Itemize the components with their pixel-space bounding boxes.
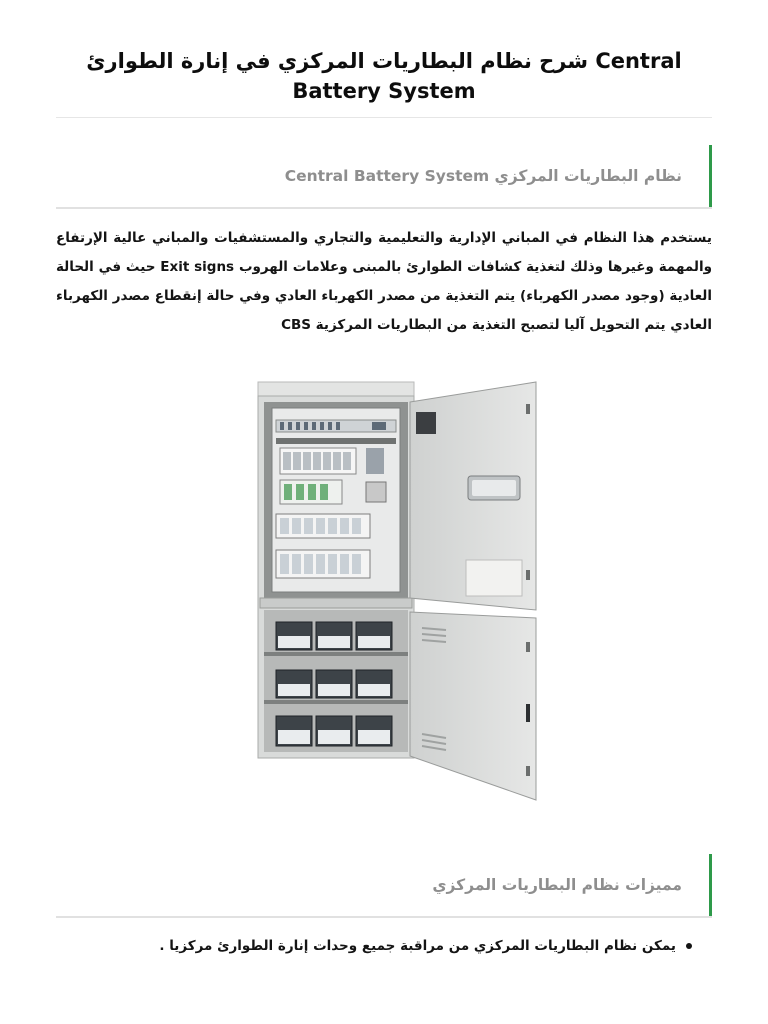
accent-bar: [709, 145, 712, 207]
title-divider: [56, 117, 712, 118]
section-heading-cbs: نظام البطاريات المركزي Central Battery System: [284, 167, 682, 185]
section-heading-box: [56, 145, 712, 209]
central-battery-cabinet-photo: [250, 374, 542, 806]
intro-paragraph: يستخدم هذا النظام في المباني الإدارية والتعليمية والتجاري والمستشفيات والمباني عالية الإرتفاع والمهمة وغيرها وذلك لتغذية كشافات الطوارئ بالمبنى وعلامات الهروب Exit signs حيث في الحالة العادية (وجود مصدر الكهرباء) يتم التغذية من مصدر الكهرباء العادي وفي حالة إنقطاع مصدر الكهرباء العادي يتم التحويل آليا لتصبح التغذية من البطاريات المركزية CBS: [56, 230, 713, 333]
section-heading-features: مميزات نظام البطاريات المركزي: [432, 876, 682, 894]
bullet-icon: [686, 943, 692, 949]
list-item: [56, 932, 712, 960]
page-title: شرح نظام البطاريات المركزي في إنارة الطوارئ Central Battery System: [86, 49, 682, 103]
list-item-text: يمكن نظام البطاريات المركزي من مراقبة جميع وحدات إنارة الطوارئ مركزيا .: [159, 938, 676, 954]
accent-bar: [709, 854, 712, 916]
features-list: [56, 932, 712, 960]
section-heading-box-features: [56, 854, 712, 918]
